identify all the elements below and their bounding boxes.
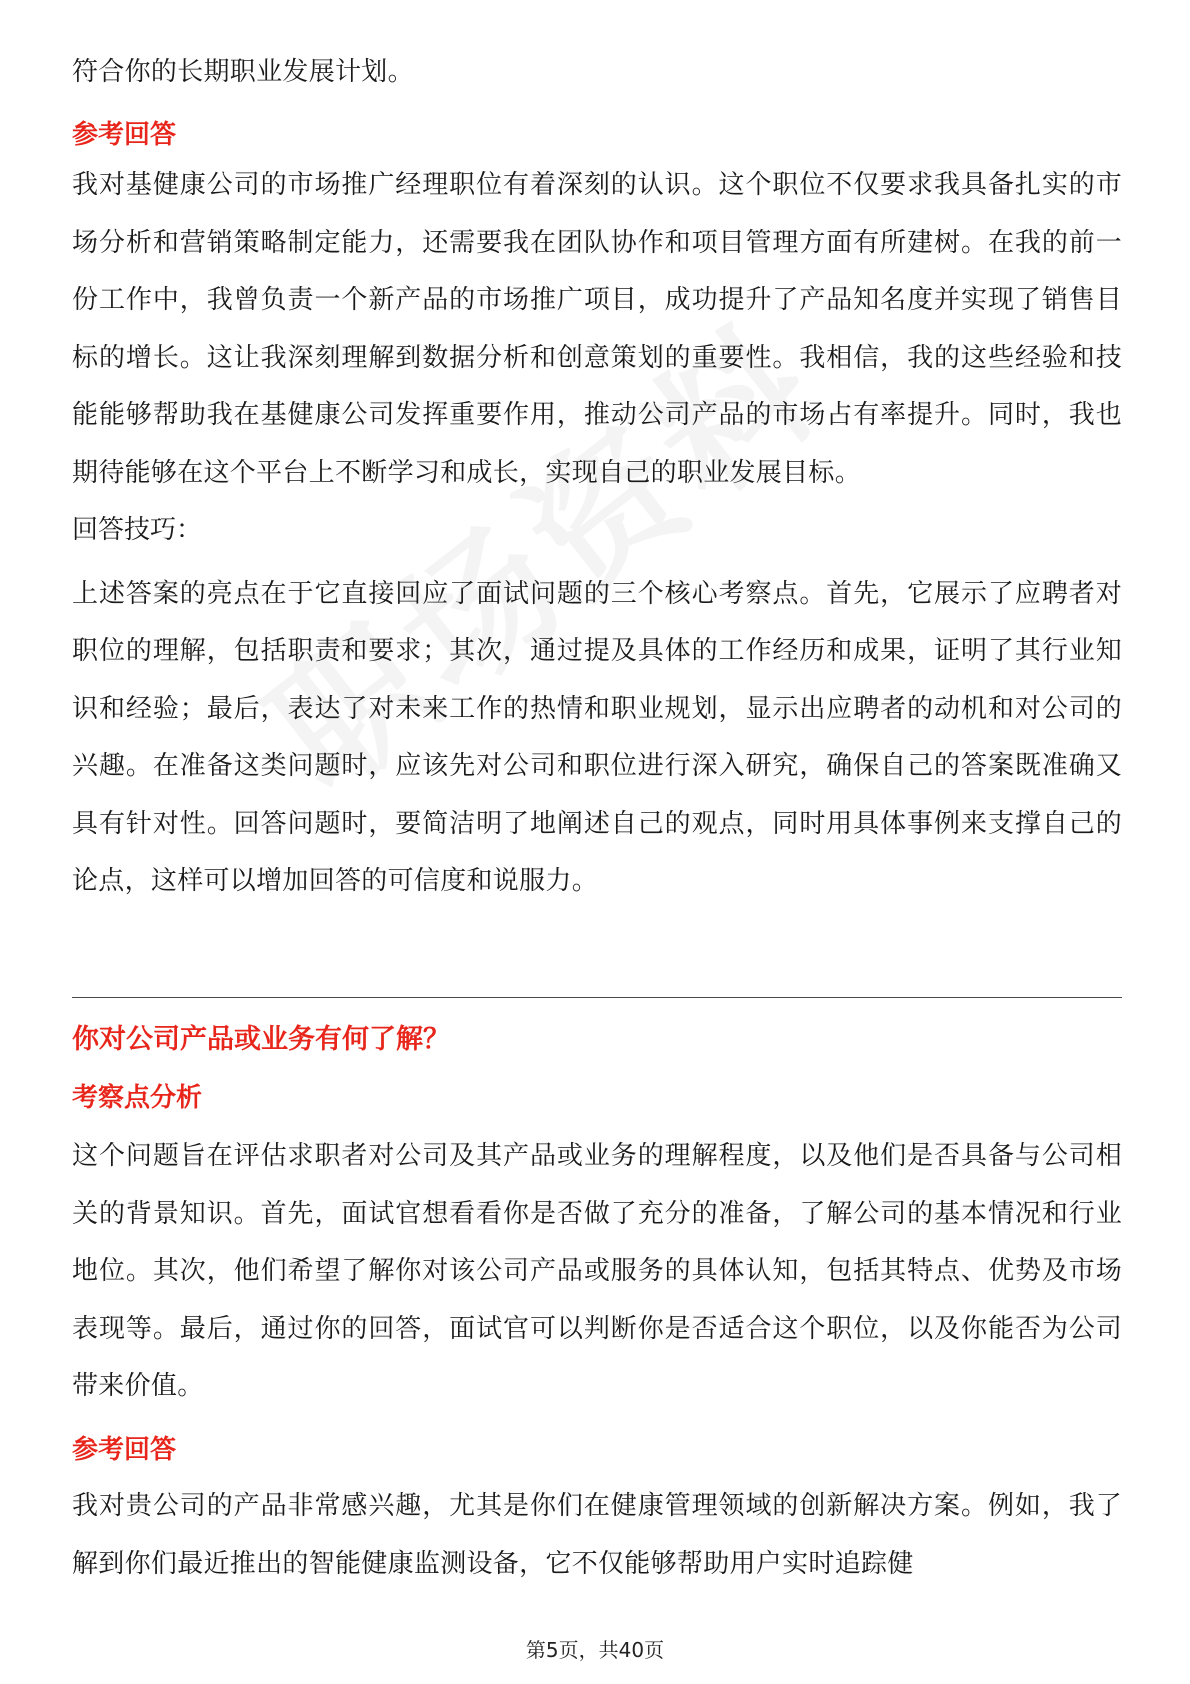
lead-paragraph: 符合你的长期职业发展计划。 — [72, 57, 414, 87]
question-title: 你对公司产品或业务有何了解？ — [72, 1024, 450, 1055]
section-reference-answer-2 — [72, 1422, 1122, 1593]
answer-paragraph: 我对基健康公司的市场推广经理职位有着深刻的认识。这个职位不仅要求我具备扎实的市场分析和营销策略制定能力，还需要我在团队协作和项目管理方面有所建树。在我的前一份工作中，我曾负责一个新产品的市场推广项目，成功提升了产品知名度并实现了销售目标的增长。这让我深刻理解到数据分析和创意策划的重要性。我相信，我的这些经验和技能能够帮助我在基健康公司发挥重要作用，推动公司产品的市场占有率提升。同时，我也期待能够在这个平台上不断学习和成长，实现自己的职业发展目标。 — [72, 170, 1122, 488]
tips-label: 回答技巧： — [72, 515, 203, 545]
section-question-2 — [72, 1012, 1122, 1416]
section-reference-answer-1 — [72, 114, 1122, 911]
page-footer: 第5页，共40页 — [525, 1638, 665, 1662]
answer-paragraph-2: 我对贵公司的产品非常感兴趣，尤其是你们在健康管理领域的创新解决方案。例如，我了解到你们最近推出的智能健康监测设备，它不仅能够帮助用户实时追踪健 — [72, 1491, 1122, 1579]
tips-paragraph: 上述答案的亮点在于它直接回应了面试问题的三个核心考察点。首先，它展示了应聘者对职位的理解，包括职责和要求；其次，通过提及具体的工作经历和成果，证明了其行业知识和经验；最后，表达了对未来工作的热情和职业规划，显示出应聘者的动机和对公司的兴趣。在准备这类问题时，应该先对公司和职位进行深入研究，确保自己的答案既准确又具有针对性。回答问题时，要简洁明了地阐述自己的观点，同时用具体事例来支撑自己的论点，这样可以增加回答的可信度和说服力。 — [72, 578, 1122, 896]
analysis-heading: 考察点分析 — [72, 1083, 203, 1113]
section-divider — [72, 997, 1122, 998]
answer-heading: 参考回答 — [72, 120, 177, 150]
answer-heading-2: 参考回答 — [72, 1435, 177, 1465]
analysis-paragraph: 这个问题旨在评估求职者对公司及其产品或业务的理解程度，以及他们是否具备与公司相关的背景知识。首先，面试官想看看你是否做了充分的准备，了解公司的基本情况和行业地位。其次，他们希望了解你对该公司产品或服务的具体认知，包括其特点、优势及市场表现等。最后，通过你的回答，面试官可以判断你是否适合这个职位，以及你能否为公司带来价值。 — [72, 1141, 1122, 1401]
